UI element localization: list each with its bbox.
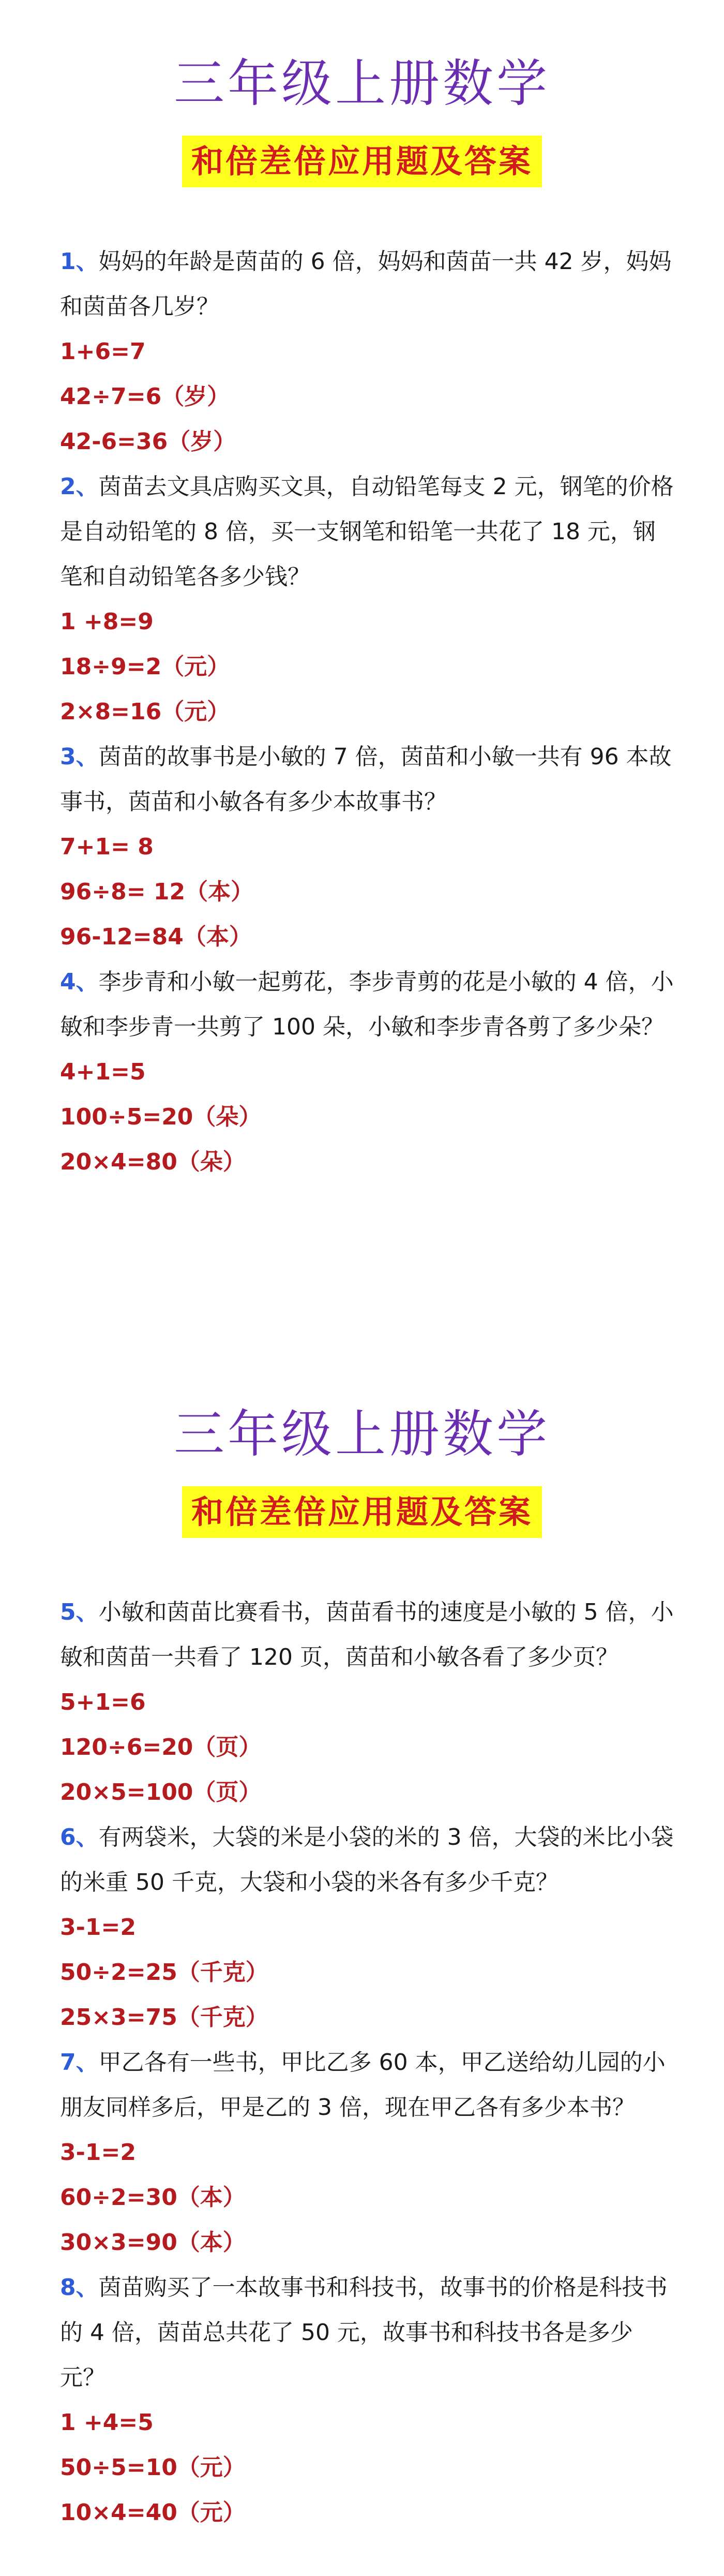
answer-line: 3-1=2 xyxy=(60,1914,136,1941)
answer-line: 18÷9=2（元） xyxy=(60,654,230,680)
question-body: 小敏和茵苗比赛看书，茵苗看书的速度是小敏的 5 倍，小敏和茵苗一共看了 120 页，茵苗和小敏各看了多少页？ xyxy=(60,1599,674,1670)
subtitle-banner xyxy=(0,1486,724,1538)
answer-line: 4+1=5 xyxy=(60,1059,146,1085)
problem-2 xyxy=(60,464,675,734)
question-body: 茵苗去文具店购买文具，自动铅笔每支 2 元，钢笔的价格是自动铅笔的 8 倍，买一支钢笔和铅笔一共花了 18 元，钢笔和自动铅笔各多少钱？ xyxy=(60,473,674,590)
answer-line: 20×5=100（页） xyxy=(60,1779,262,1805)
answer-line: 7+1= 8 xyxy=(60,834,154,860)
answer-line: 50÷2=25（千克） xyxy=(60,1959,268,1986)
answer-line: 42-6=36（岁） xyxy=(60,428,236,455)
question-number: 7、 xyxy=(60,2049,99,2076)
answer-line: 25×3=75（千克） xyxy=(60,2004,268,2031)
question-number: 1、 xyxy=(60,248,99,275)
answer-line: 1 +8=9 xyxy=(60,609,154,635)
question-text xyxy=(60,239,675,329)
question-number: 4、 xyxy=(60,969,99,995)
question-text xyxy=(60,2265,675,2400)
problem-5 xyxy=(60,1590,675,1815)
question-text xyxy=(60,959,675,1049)
answer-line: 5+1=6 xyxy=(60,1689,146,1715)
question-number: 5、 xyxy=(60,1599,99,1625)
problem-4 xyxy=(60,959,675,1185)
page-subtitle: 和倍差倍应用题及答案 xyxy=(182,136,542,187)
question-number: 8、 xyxy=(60,2274,99,2301)
question-body: 妈妈的年龄是茵苗的 6 倍，妈妈和茵苗一共 42 岁，妈妈和茵苗各几岁？ xyxy=(60,248,672,320)
page-subtitle: 和倍差倍应用题及答案 xyxy=(182,1486,542,1538)
answer-line: 42÷7=6（岁） xyxy=(60,383,230,410)
answer-line: 2×8=16（元） xyxy=(60,699,230,725)
problem-list xyxy=(60,239,675,1185)
question-body: 甲乙各有一些书，甲比乙多 60 本，甲乙送给幼儿园的小朋友同样多后，甲是乙的 3 倍，现在甲乙各有多少本书？ xyxy=(60,2049,666,2121)
question-number: 2、 xyxy=(60,473,99,500)
answer-line: 1+6=7 xyxy=(60,338,146,365)
page-title: 三年级上册数学 xyxy=(173,1405,550,1464)
problem-1 xyxy=(60,239,675,464)
answer-line: 30×3=90（本） xyxy=(60,2229,246,2256)
page-title: 三年级上册数学 xyxy=(173,54,550,113)
answer-line: 96÷8= 12（本） xyxy=(60,879,254,905)
question-body: 李步青和小敏一起剪花，李步青剪的花是小敏的 4 倍，小敏和李步青一共剪了 100 朵，小敏和李步青各剪了多少朵？ xyxy=(60,969,674,1040)
question-text xyxy=(60,464,675,599)
question-text xyxy=(60,734,675,824)
answer-line: 1 +4=5 xyxy=(60,2409,154,2436)
answer-line: 96-12=84（本） xyxy=(60,924,252,950)
answer-line: 120÷6=20（页） xyxy=(60,1734,262,1760)
answer-line: 20×4=80（朵） xyxy=(60,1149,246,1175)
question-body: 茵苗的故事书是小敏的 7 倍，茵苗和小敏一共有 96 本故事书，茵苗和小敏各有多少本故事书？ xyxy=(60,744,672,815)
problem-3 xyxy=(60,734,675,959)
question-body: 有两袋米，大袋的米是小袋的米的 3 倍，大袋的米比小袋的米重 50 千克，大袋和小袋的米各有多少千克？ xyxy=(60,1824,674,1896)
subtitle-banner xyxy=(0,136,724,187)
answer-line: 60÷2=30（本） xyxy=(60,2184,246,2211)
answer-line: 100÷5=20（朵） xyxy=(60,1104,262,1130)
answer-line: 50÷5=10（元） xyxy=(60,2454,246,2481)
problem-6 xyxy=(60,1815,675,2040)
question-number: 6、 xyxy=(60,1824,99,1850)
answer-line: 3-1=2 xyxy=(60,2139,136,2166)
question-body: 茵苗购买了一本故事书和科技书，故事书的价格是科技书的 4 倍，茵苗总共花了 50 元，故事书和科技书各是多少元？ xyxy=(60,2274,668,2391)
question-text xyxy=(60,1590,675,1680)
question-text xyxy=(60,2040,675,2130)
problem-7 xyxy=(60,2040,675,2265)
question-text xyxy=(60,1815,675,1905)
question-number: 3、 xyxy=(60,744,99,770)
problem-list xyxy=(60,1590,675,2535)
problem-8 xyxy=(60,2265,675,2535)
answer-line: 10×4=40（元） xyxy=(60,2499,246,2526)
